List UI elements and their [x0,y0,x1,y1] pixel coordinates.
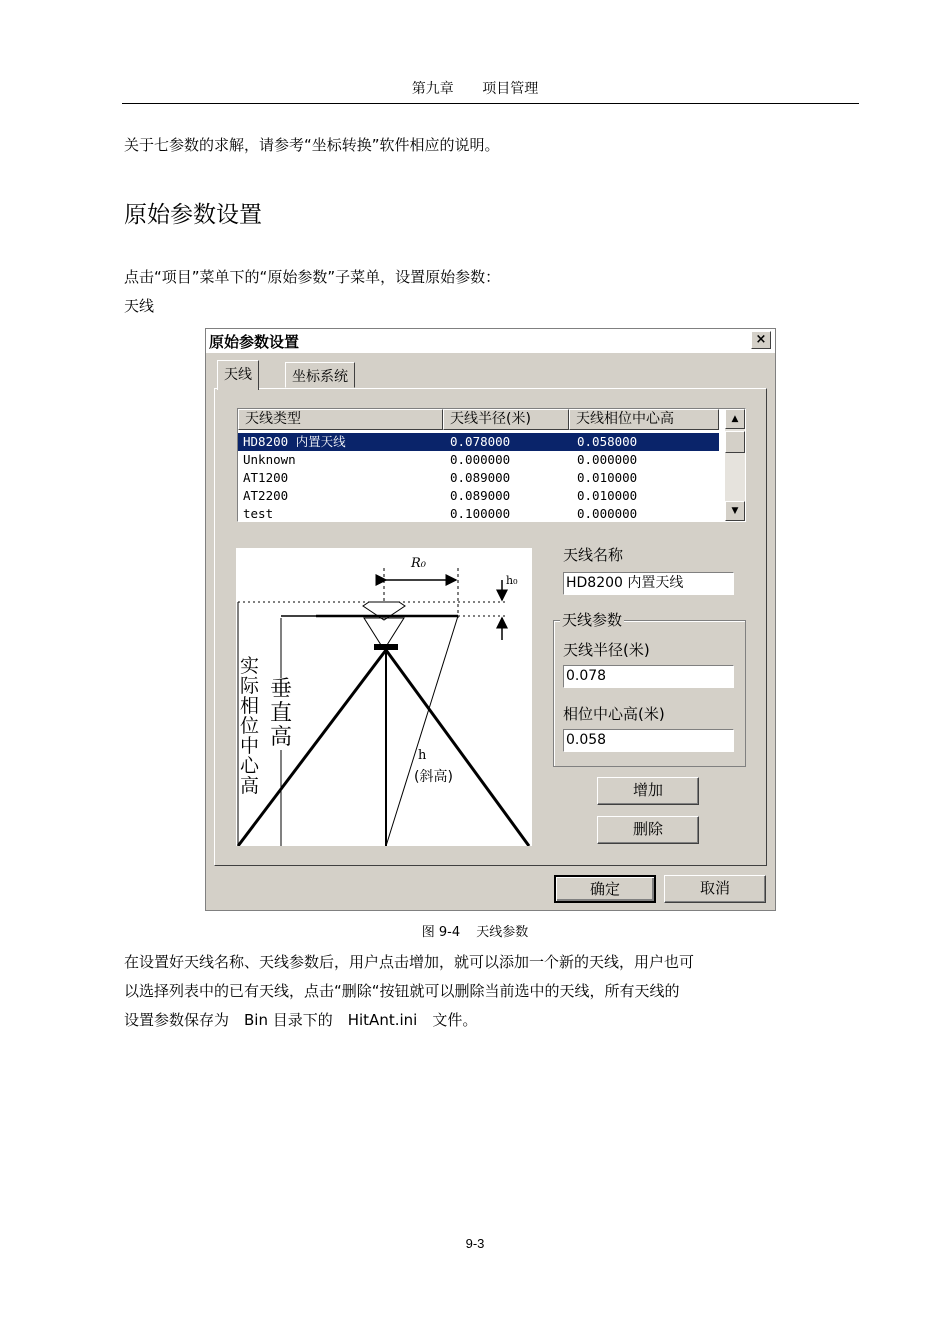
cell-radius: 0.000000 [450,452,511,467]
tab-antenna[interactable]: 天线 [217,360,259,390]
delete-button[interactable]: 删除 [597,816,699,844]
vertical-height-label: 垂直高 [270,677,293,750]
list-item[interactable] [238,451,719,469]
section-title: 原始参数设置 [124,202,262,228]
antenna-radius-label: 天线半径(米) [563,641,650,659]
chapter-label: 第九章 [411,81,454,97]
cell-phase: 0.010000 [577,470,638,485]
close-button[interactable]: × [751,331,771,349]
scroll-up-icon[interactable]: ▲ [725,409,745,429]
list-scrollbar[interactable] [725,409,745,521]
cancel-button[interactable]: 取消 [664,875,766,903]
paragraph-1: 关于七参数的求解，请参考“坐标转换”软件相应的说明。 [124,136,500,154]
antenna-name-label: 天线名称 [563,546,624,564]
running-header [0,78,950,98]
header-rule [122,103,859,104]
scroll-thumb[interactable] [725,431,745,453]
body-line-1: 在设置好天线名称、天线参数后，用户点击增加，就可以添加一个新的天线，用户也可 [124,953,695,971]
phase-center-label: 相位中心高(米) [563,705,665,723]
paragraph-2: 点击“项目”菜单下的“原始参数”子菜单，设置原始参数： [124,268,501,286]
cell-type: test [243,506,274,521]
column-header-phase[interactable]: 天线相位中心高 [569,409,719,430]
cell-type: Unknown [243,452,296,467]
cell-phase: 0.000000 [577,452,638,467]
dialog-title: 原始参数设置 [209,333,300,351]
cell-radius: 0.089000 [450,470,511,485]
h-label: h [418,748,427,763]
cell-phase: 0.010000 [577,488,638,503]
antenna-dialog [205,328,776,911]
antenna-params-group-title: 天线参数 [562,611,623,629]
tab-coordinate-system[interactable]: 坐标系统 [285,362,355,388]
cell-type: AT1200 [243,470,289,485]
ok-button[interactable]: 确定 [554,875,656,903]
chapter-title: 项目管理 [482,81,539,97]
body-line-2: 以选择列表中的已有天线，点击“删除“按钮就可以删除当前选中的天线，所有天线的 [124,982,680,1000]
cell-type: HD8200 内置天线 [243,434,346,449]
dialog-titlebar [206,329,775,353]
actual-phase-height-label: 实际相位中心高 [240,655,260,797]
figure-number: 图 9-4 [421,925,461,940]
cell-radius: 0.078000 [450,434,511,449]
body-line-3: 设置参数保存为 Bin 目录下的 HitAnt.ini 文件。 [124,1011,478,1029]
cell-radius: 0.089000 [450,488,511,503]
list-item[interactable] [238,487,719,505]
column-header-type[interactable]: 天线类型 [238,409,443,430]
column-header-radius[interactable]: 天线半径(米) [443,409,569,430]
list-item[interactable] [238,433,719,451]
list-item[interactable] [238,505,719,522]
scroll-down-icon[interactable]: ▼ [725,501,745,521]
antenna-name-field[interactable]: HD8200 内置天线 [563,572,734,595]
h0-label: h₀ [506,574,518,587]
antenna-diagram [236,548,532,846]
add-button[interactable]: 增加 [597,777,699,805]
antenna-radius-field[interactable]: 0.078 [563,665,734,688]
list-item[interactable] [238,469,719,487]
figure-title: 天线参数 [476,925,529,940]
figure-caption [0,921,950,940]
phase-center-field[interactable]: 0.058 [563,729,734,752]
page-number: 9-3 [465,1236,485,1251]
cell-radius: 0.100000 [450,506,511,521]
cell-type: AT2200 [243,488,289,503]
cell-phase: 0.000000 [577,506,638,521]
cell-phase: 0.058000 [577,434,638,449]
antenna-list[interactable] [237,408,746,522]
r0-label: R₀ [411,556,426,571]
slant-height-label: (斜高) [414,769,453,785]
paragraph-3: 天线 [124,297,155,315]
